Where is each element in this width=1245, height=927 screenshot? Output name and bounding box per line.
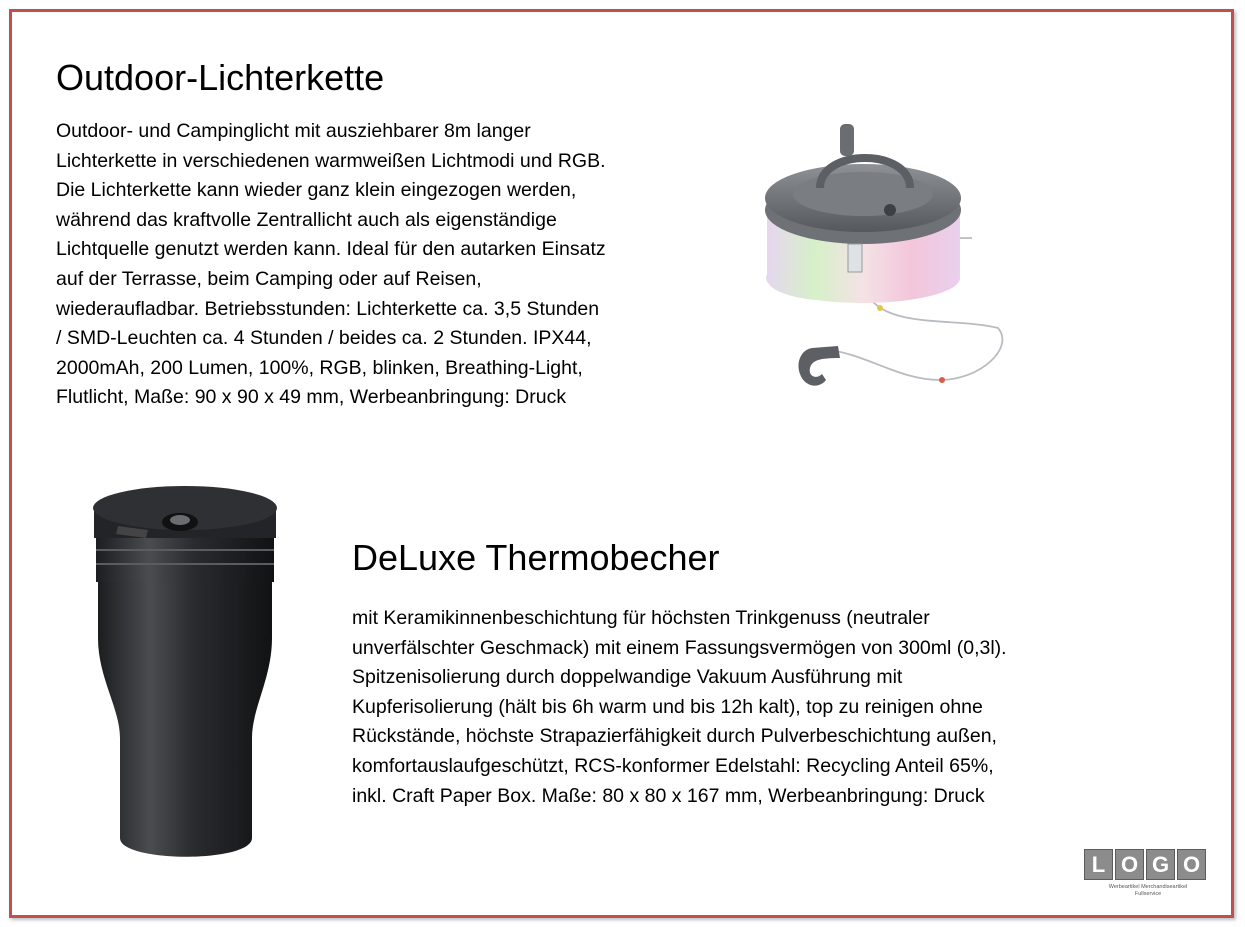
- logo-letter: O: [1177, 849, 1206, 880]
- logo-tagline-2: Fullservice: [1134, 891, 1162, 897]
- logo-letter: L: [1084, 849, 1113, 880]
- description-line: Lichtquelle genutzt werden kann. Ideal für den autarken Einsatz: [56, 238, 606, 261]
- thermo-mug-product-image: [70, 478, 300, 868]
- description-line: inkl. Craft Paper Box. Maße: 80 x 80 x 167 mm, Werbeanbringung: Druck: [352, 784, 985, 807]
- product2-description: [352, 604, 1007, 811]
- product1-description: [56, 117, 606, 413]
- logo-letters: [1084, 849, 1212, 880]
- description-line: Kupferisolierung (hält bis 6h warm und bis 12h kalt), top zu reinigen ohne: [352, 695, 983, 718]
- logo-tagline: Werbeartikel Merchandiseartikel: [1108, 884, 1188, 890]
- description-line: 2000mAh, 200 Lumen, 100%, RGB, blinken, Breathing-Light,: [56, 356, 583, 379]
- description-line: Flutlicht, Maße: 90 x 90 x 49 mm, Werbeanbringung: Druck: [56, 386, 567, 409]
- company-logo: [1084, 849, 1212, 904]
- description-line: Lichterkette in verschiedenen warmweißen Lichtmodi und RGB.: [56, 149, 606, 172]
- description-line: Outdoor- und Campinglicht mit ausziehbarer 8m langer: [56, 120, 531, 142]
- description-line: wiederaufladbar. Betriebsstunden: Lichterkette ca. 3,5 Stunden: [56, 297, 600, 320]
- lantern-product-image: [760, 118, 1010, 403]
- logo-letter: G: [1146, 849, 1175, 880]
- description-line: mit Keramikinnenbeschichtung für höchsten Trinkgenuss (neutraler: [352, 607, 930, 629]
- logo-letter: O: [1115, 849, 1144, 880]
- description-line: / SMD-Leuchten ca. 4 Stunden / beides ca. 2 Stunden. IPX44,: [56, 327, 592, 350]
- product2-title: DeLuxe Thermobecher: [352, 537, 720, 578]
- description-line: Rückstände, höchste Strapazierfähigkeit durch Pulverbeschichtung außen,: [352, 725, 997, 748]
- description-line: Die Lichterkette kann wieder ganz klein eingezogen werden,: [56, 179, 577, 202]
- description-line: unverfälschter Geschmack) mit einem Fassungsvermögen von 300ml (0,3l).: [352, 636, 1007, 659]
- description-line: während das kraftvolle Zentrallicht auch als eigenständige: [56, 208, 557, 231]
- product1-title: Outdoor-Lichterkette: [56, 57, 385, 98]
- description-line: auf der Terrasse, beim Camping oder auf Reisen,: [56, 267, 482, 290]
- description-line: Spitzenisolierung durch doppelwandige Vakuum Ausführung mit: [352, 666, 903, 689]
- description-line: komfortauslaufgeschützt, RCS-konformer Edelstahl: Recycling Anteil 65%,: [352, 754, 994, 777]
